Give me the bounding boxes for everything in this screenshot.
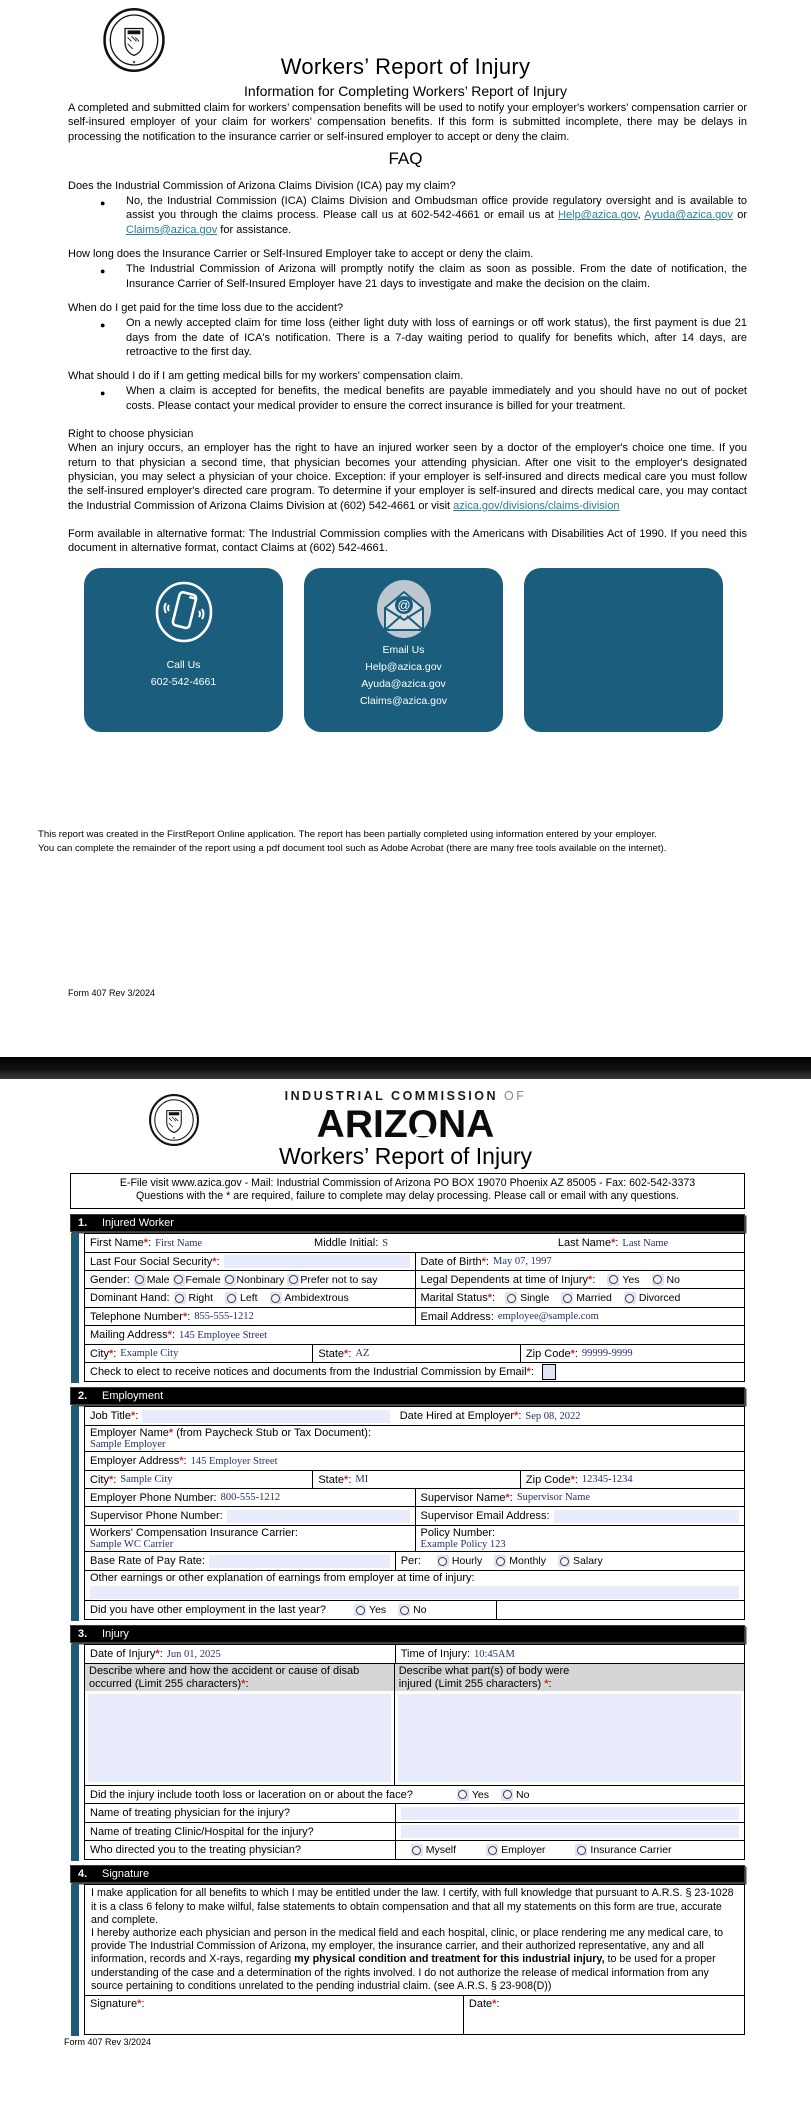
radio-option-label: Yes <box>369 1604 387 1616</box>
email-address: Claims@azica.gov <box>359 695 448 708</box>
legal-dependents-label: Legal Dependents at time of Injury*: <box>420 1273 596 1286</box>
faq-answer: ● When a claim is accepted for benefits, the medical benefits are payable immediately and you should have no out of pocket costs. Please contact your medical provider to ensure the correct insurance is billed for your treatment. <box>100 384 747 413</box>
radio-option-label: Left <box>240 1292 258 1305</box>
radio-button-icon[interactable] <box>398 1604 410 1616</box>
email-address-label: Email Address: <box>420 1310 494 1323</box>
faq-item-2 <box>0 247 811 291</box>
radio-button-icon[interactable] <box>457 1789 469 1801</box>
physician-name-label: Name of treating physician for the injury? <box>90 1807 290 1820</box>
mailing-address-value[interactable]: 145 Employee Street <box>179 1329 268 1341</box>
employer-phone-value[interactable]: 800-555-1212 <box>220 1492 281 1504</box>
radio-option-label: Hourly <box>451 1555 483 1568</box>
mailing-address-label: Mailing Address*: <box>90 1329 175 1342</box>
radio-option-label: Salary <box>573 1555 603 1568</box>
radio-option-ambidextrous[interactable] <box>270 1292 349 1304</box>
date-of-injury-value[interactable]: Jun 01, 2025 <box>166 1648 221 1660</box>
describe-accident-header: Describe where and how the accident or cause of disab occurred (Limit 255 characters)*: <box>85 1664 394 1692</box>
last-name-value[interactable]: Last Name <box>622 1237 669 1249</box>
radio-button-icon[interactable] <box>501 1789 513 1801</box>
radio-button-icon[interactable] <box>174 1292 186 1304</box>
radio-option-label: Myself <box>425 1844 457 1857</box>
ica-seal-icon <box>148 1094 200 1146</box>
employer-zip-value[interactable]: 12345-1234 <box>581 1474 633 1486</box>
section-4-header: 4. Signature <box>70 1865 745 1883</box>
bullet-icon <box>100 316 126 359</box>
telephone-value[interactable]: 855-555-1212 <box>194 1311 254 1323</box>
radio-button-icon[interactable] <box>225 1292 237 1304</box>
signature-label: Signature*: <box>90 1998 145 2011</box>
supervisor-email-input[interactable] <box>554 1510 740 1523</box>
who-directed-label: Who directed you to the treating physician? <box>90 1844 301 1857</box>
employer-name-value[interactable]: Sample Employer <box>90 1438 166 1450</box>
policy-number-value[interactable]: Example Policy 123 <box>420 1538 506 1550</box>
radio-option-label: Employer <box>501 1844 546 1857</box>
zip-value[interactable]: 99999-9999 <box>581 1348 633 1360</box>
radio-option-left[interactable] <box>225 1292 258 1304</box>
faq-question: What should I do if I am getting medical bills for my workers' compensation claim. <box>68 370 464 383</box>
section-3-header: 3. Injury <box>70 1625 745 1643</box>
radio-button-icon[interactable] <box>575 1844 587 1856</box>
employer-city-value[interactable]: Sample City <box>120 1474 173 1486</box>
dominant-hand-radio-group <box>174 1292 361 1304</box>
state-label: State*: <box>318 1347 352 1360</box>
radio-button-icon[interactable] <box>270 1292 282 1304</box>
faq-answer: ● The Industrial Commission of Arizona will promptly notify the claim as soon as possible. From the date of notification, the Insurance Carrier of Self-Insured Employer have 21 days to investigate and make the decision on the claim. <box>100 262 747 291</box>
page-title: Workers’ Report of Injury <box>280 54 531 79</box>
radio-button-icon[interactable] <box>652 1274 664 1286</box>
time-of-injury-label: Time of Injury: <box>400 1648 470 1661</box>
radio-option-salary[interactable] <box>558 1555 603 1567</box>
section-signature <box>70 1865 745 2035</box>
dob-label: Date of Birth*: <box>420 1255 489 1268</box>
radio-option-female[interactable] <box>173 1274 221 1286</box>
firstreport-note: This report was created in the FirstReport Online application. The report has been partially completed using information entered by your employer. You can complete the remainder of the report using a pdf document tool such as Adobe Acrobat (there are many free tools available on the internet). <box>38 829 667 855</box>
radio-button-icon[interactable] <box>505 1292 517 1304</box>
supervisor-name-value[interactable]: Supervisor Name <box>516 1492 591 1504</box>
employer-zip-label: Zip Code*: <box>525 1473 578 1486</box>
radio-option-monthly[interactable] <box>494 1555 546 1567</box>
physician-paragraph: When an injury occurs, an employer has the right to have an injured worker seen by a doctor of the employer's choice one time. If you return to that physician a second time, that physician becomes your attending physician. After one visit to the employer's designated physician, you may select a physician of your choice. Exception: if your employer is self-insured and directs medical care you must follow the self-insured employer's directed care program. To determine if your employer is self-insured and directs medical care, you may contact the Industrial Commission of Arizona Claims Division at (602) 542-4661 or visit azica.gov/divisions/claims-division <box>68 442 747 512</box>
radio-option-label: Female <box>185 1273 221 1286</box>
ssn-input[interactable] <box>224 1255 410 1268</box>
radio-option-yes[interactable] <box>607 1274 639 1286</box>
faq-answer: ● On a newly accepted claim for time loss (either light duty with loss of earnings or off work status), the first payment is due 21 days from the date of ICA's notification. There is a 7-day waiting period to qualify for benefits which, after 14 days, are retroactive to the first day. <box>100 316 747 359</box>
radio-option-label: Yes <box>471 1788 490 1801</box>
radio-option-label: No <box>516 1788 530 1801</box>
svg-text:@: @ <box>396 597 411 613</box>
radio-button-icon[interactable] <box>624 1292 636 1304</box>
radio-button-icon[interactable] <box>561 1292 573 1304</box>
intro-paragraph: A completed and submitted claim for workers’ compensation benefits will be used to notify your employer's workers' compensation carrier or self-insured employer of your claim for workers' compensation benefits. If this form is submitted incomplete, there may be delays in processing the notification to the insurance carrier or self-insured employer to accept or deny the claim. <box>68 102 747 143</box>
radio-option-no[interactable] <box>398 1604 426 1616</box>
radio-option-label: Right <box>188 1292 214 1305</box>
gender-label: Gender: <box>90 1273 130 1286</box>
page-separator <box>0 1057 811 1079</box>
other-employment-label: Did you have other employment in the last year? <box>90 1604 327 1616</box>
last-name-label: Last Name*: <box>557 1237 619 1250</box>
dominant-hand-label: Dominant Hand: <box>90 1292 170 1305</box>
email-us-title: Email Us <box>382 644 425 657</box>
mountain-o-icon: O <box>407 1102 438 1146</box>
claims-division-link[interactable]: azica.gov/divisions/claims-division <box>453 499 620 512</box>
faq-question: When do I get paid for the time loss due to the accident? <box>68 301 344 314</box>
radio-option-no[interactable] <box>652 1274 680 1286</box>
first-name-value[interactable]: First Name <box>155 1237 203 1249</box>
wc-carrier-label: Workers' Compensation Insurance Carrier: <box>90 1526 298 1539</box>
radio-button-icon[interactable] <box>494 1555 506 1567</box>
other-earnings-label: Other earnings or other explanation of earnings from employer at time of injury: <box>90 1571 475 1584</box>
form-title: Workers’ Report of Injury <box>278 1142 533 1169</box>
section-employment <box>70 1387 745 1620</box>
radio-option-label: Monthly <box>509 1555 547 1568</box>
faq-item-3 <box>0 301 811 359</box>
employer-phone-label: Employer Phone Number: <box>90 1491 217 1504</box>
legal-dependents-radio-group <box>607 1274 692 1286</box>
radio-option-single[interactable] <box>505 1292 549 1304</box>
claims-email-link[interactable]: Claims@azica.gov <box>126 223 218 236</box>
signature-legal-text: I make application for all benefits to which I may be entitled under the law. I certify, with full knowledge that pursuant to A.R.S. § 23-1028 it is a class 6 felony to make wilful, false statements to obtain compensation and that all my statements on this form are true, accurate and complete. I hereby authorize each physician and person in the medical field and each hospital, clinic, or place rendering me any medical care, to provide The Industrial Commission of Arizona, my employer, the insurance carrier, and their authorized representative, any and all information, records and X-rays, regarding my physical condition and treatment for this industrial injury, to be used for a proper understanding of the case and a determination of the rights involved. I do not authorize the release of medical information from any source pertaining to conditions unrelated to the pending industrial claim. (see A.R.S. § 23-908(D)) <box>84 1884 745 1997</box>
radio-option-label: Male <box>146 1273 170 1286</box>
page-subtitle: Information for Completing Workers’ Report of Injury <box>244 83 567 99</box>
bullet-icon <box>100 384 126 413</box>
radio-option-male[interactable] <box>134 1274 170 1286</box>
radio-option-label: Prefer not to say <box>300 1273 378 1286</box>
radio-option-myself[interactable] <box>411 1844 456 1856</box>
arizona-logo: ARIZONA <box>316 1102 495 1146</box>
radio-button-icon[interactable] <box>437 1555 449 1567</box>
employer-address-value[interactable]: 145 Employer Street <box>190 1455 278 1467</box>
who-directed-radio-group <box>411 1844 702 1856</box>
telephone-label: Telephone Number*: <box>90 1310 191 1323</box>
radio-option-label: Married <box>576 1292 612 1305</box>
ssn-label: Last Four Social Security*: <box>90 1255 220 1268</box>
phone-icon <box>153 581 215 643</box>
middle-initial-label: Middle Initial: <box>314 1237 379 1250</box>
radio-option-label: Ambidextrous <box>284 1292 349 1305</box>
radio-button-icon[interactable] <box>354 1604 366 1616</box>
city-value[interactable]: Example City <box>120 1348 179 1360</box>
physician-heading: Right to choose physician <box>68 428 194 441</box>
radio-button-icon[interactable] <box>134 1274 146 1286</box>
radio-option-label: Divorced <box>638 1292 681 1305</box>
job-title-input[interactable] <box>142 1410 389 1423</box>
radio-button-icon[interactable] <box>173 1274 185 1286</box>
alt-format-paragraph: Form available in alternative format: The Industrial Commission complies with the Americans with Disabilities Act of 1990. If you need this document in alternative format, contact Claims at (602) 542-4661. <box>68 527 747 555</box>
radio-option-insurance-carrier[interactable] <box>575 1844 671 1856</box>
per-label: Per: <box>400 1555 421 1568</box>
svg-text:★: ★ <box>172 1136 176 1141</box>
section-injured-worker <box>70 1214 745 1382</box>
describe-body-textarea[interactable] <box>398 1694 741 1782</box>
form-revision: Form 407 Rev 3/2024 <box>68 988 156 998</box>
first-name-label: First Name*: <box>90 1237 152 1250</box>
describe-accident-textarea[interactable] <box>88 1694 391 1782</box>
brand-top-line: INDUSTRIAL COMMISSION OF <box>284 1089 527 1103</box>
radio-button-icon[interactable] <box>607 1274 619 1286</box>
radio-option-yes[interactable] <box>354 1604 386 1616</box>
radio-option-prefer-not-to-say[interactable] <box>287 1274 377 1286</box>
radio-button-icon[interactable] <box>287 1274 299 1286</box>
policy-number-label: Policy Number: <box>420 1526 496 1539</box>
radio-option-label: Yes <box>622 1273 640 1286</box>
gender-radio-group <box>134 1274 381 1286</box>
radio-option-label: No <box>413 1604 427 1616</box>
clinic-name-input[interactable] <box>401 1825 739 1838</box>
zip-label: Zip Code*: <box>525 1347 578 1360</box>
radio-option-married[interactable] <box>561 1292 612 1304</box>
wc-carrier-value[interactable]: Sample WC Carrier <box>90 1538 174 1550</box>
call-us-number: 602-542-4661 <box>150 676 217 689</box>
ayuda-email-link[interactable]: Ayuda@azica.gov <box>644 209 733 222</box>
other-employment-radio-group <box>354 1604 439 1616</box>
call-us-title: Call Us <box>166 659 201 672</box>
date-of-injury-label: Date of Injury*: <box>90 1648 163 1661</box>
faq-answer: ● No, the Industrial Commission (ICA) Claims Division and Ombudsman office provide regulatory oversight and is available to assist you through the claims process. Please call us at 602-542-4661 or email us at Help@azica.gov, Ayuda@azica.gov or Claims@azica.gov for assistance. <box>100 194 747 237</box>
bullet-icon <box>100 194 126 237</box>
time-of-injury-value[interactable]: 10:45AM <box>474 1648 515 1660</box>
base-rate-label: Base Rate of Pay Rate: <box>90 1555 205 1568</box>
radio-button-icon[interactable] <box>486 1844 498 1856</box>
svg-text:★: ★ <box>131 59 137 65</box>
supervisor-phone-label: Supervisor Phone Number: <box>90 1510 223 1523</box>
describe-body-header: Describe what part(s) of body were injured (Limit 255 characters) *: <box>395 1664 744 1692</box>
ica-seal-icon <box>102 8 166 72</box>
per-radio-group <box>437 1555 615 1567</box>
employer-state-label: State*: <box>318 1473 352 1486</box>
supervisor-email-label: Supervisor Email Address: <box>420 1510 550 1523</box>
job-title-label: Job Title*: <box>90 1410 139 1423</box>
date-field[interactable] <box>464 1996 744 2034</box>
email-address: Ayuda@azica.gov <box>361 678 446 691</box>
city-label: City*: <box>90 1347 117 1360</box>
faq-heading: FAQ <box>388 148 423 168</box>
radio-option-label: Nonbinary <box>236 1273 285 1286</box>
faq-item-4 <box>0 369 811 413</box>
email-elect-label: Check to elect to receive notices and documents from the Industrial Commission by Email*: <box>90 1365 534 1378</box>
section-2-header: 2. Employment <box>70 1387 745 1405</box>
marital-status-label: Marital Status*: <box>420 1292 496 1305</box>
radio-option-right[interactable] <box>174 1292 214 1304</box>
employer-state-value[interactable]: MI <box>355 1474 369 1486</box>
signature-field[interactable] <box>85 1996 464 2034</box>
bullet-icon <box>100 262 126 291</box>
faq-item-1 <box>0 179 811 237</box>
radio-button-icon[interactable] <box>558 1555 570 1567</box>
radio-option-divorced[interactable] <box>624 1292 680 1304</box>
email-address-value[interactable]: employee@sample.com <box>497 1311 599 1323</box>
tooth-loss-label: Did the injury include tooth loss or laceration on or about the face? <box>90 1788 413 1801</box>
empty-card <box>524 568 723 732</box>
tooth-loss-radio-group <box>457 1789 542 1801</box>
physician-name-input[interactable] <box>401 1807 739 1820</box>
section-injury <box>70 1625 745 1860</box>
efile-instructions: E-File visit www.azica.gov - Mail: Industrial Commission of Arizona PO BOX 19070 Phoenix AZ 85005 - Fax: 602-542-3373 Questions with the * are required, failure to complete may delay processing. Please call or email with any questions. <box>70 1173 745 1209</box>
brand-header <box>0 1090 811 1168</box>
form-revision: Form 407 Rev 3/2024 <box>64 2037 152 2048</box>
middle-initial-value[interactable]: S <box>382 1237 389 1249</box>
radio-option-hourly[interactable] <box>437 1555 482 1567</box>
page-2-form <box>0 1079 811 2102</box>
date-label: Date*: <box>468 1998 500 2011</box>
call-us-card <box>84 568 283 732</box>
email-elect-checkbox[interactable] <box>542 1364 556 1380</box>
faq-question: How long does the Insurance Carrier or Self-Insured Employer take to accept or deny the claim. <box>68 248 534 261</box>
radio-option-label: Single <box>520 1292 550 1305</box>
help-email-link[interactable]: Help@azica.gov <box>558 209 638 222</box>
date-hired-value[interactable]: Sep 08, 2022 <box>525 1410 581 1422</box>
base-rate-input[interactable] <box>209 1555 390 1568</box>
section-1-header: 1. Injured Worker <box>70 1214 745 1232</box>
radio-option-no[interactable] <box>501 1789 529 1801</box>
clinic-name-label: Name of treating Clinic/Hospital for the injury? <box>90 1825 314 1838</box>
radio-option-yes[interactable] <box>457 1789 489 1801</box>
employer-name-label: Employer Name* (from Paycheck Stub or Tax Document): <box>90 1426 372 1439</box>
radio-option-label: No <box>666 1273 680 1286</box>
radio-option-label: Insurance Carrier <box>590 1844 672 1857</box>
email-address: Help@azica.gov <box>365 661 442 674</box>
date-hired-label: Date Hired at Employer*: <box>399 1410 522 1423</box>
other-earnings-input[interactable] <box>90 1586 739 1599</box>
employer-address-label: Employer Address*: <box>90 1455 187 1468</box>
faq-question: Does the Industrial Commission of Arizona Claims Division (ICA) pay my claim? <box>68 179 456 192</box>
email-icon <box>373 578 435 640</box>
radio-button-icon[interactable] <box>411 1844 423 1856</box>
email-us-card <box>304 568 503 732</box>
radio-button-icon[interactable] <box>224 1274 236 1286</box>
radio-option-nonbinary[interactable] <box>224 1274 285 1286</box>
dob-value[interactable]: May 07, 1997 <box>492 1256 552 1267</box>
contact-cards <box>84 568 811 732</box>
employer-city-label: City*: <box>90 1473 117 1486</box>
radio-option-employer[interactable] <box>486 1844 545 1856</box>
supervisor-name-label: Supervisor Name*: <box>420 1491 513 1504</box>
supervisor-phone-input[interactable] <box>227 1510 410 1523</box>
marital-status-radio-group <box>505 1292 692 1304</box>
state-value[interactable]: AZ <box>355 1348 370 1360</box>
